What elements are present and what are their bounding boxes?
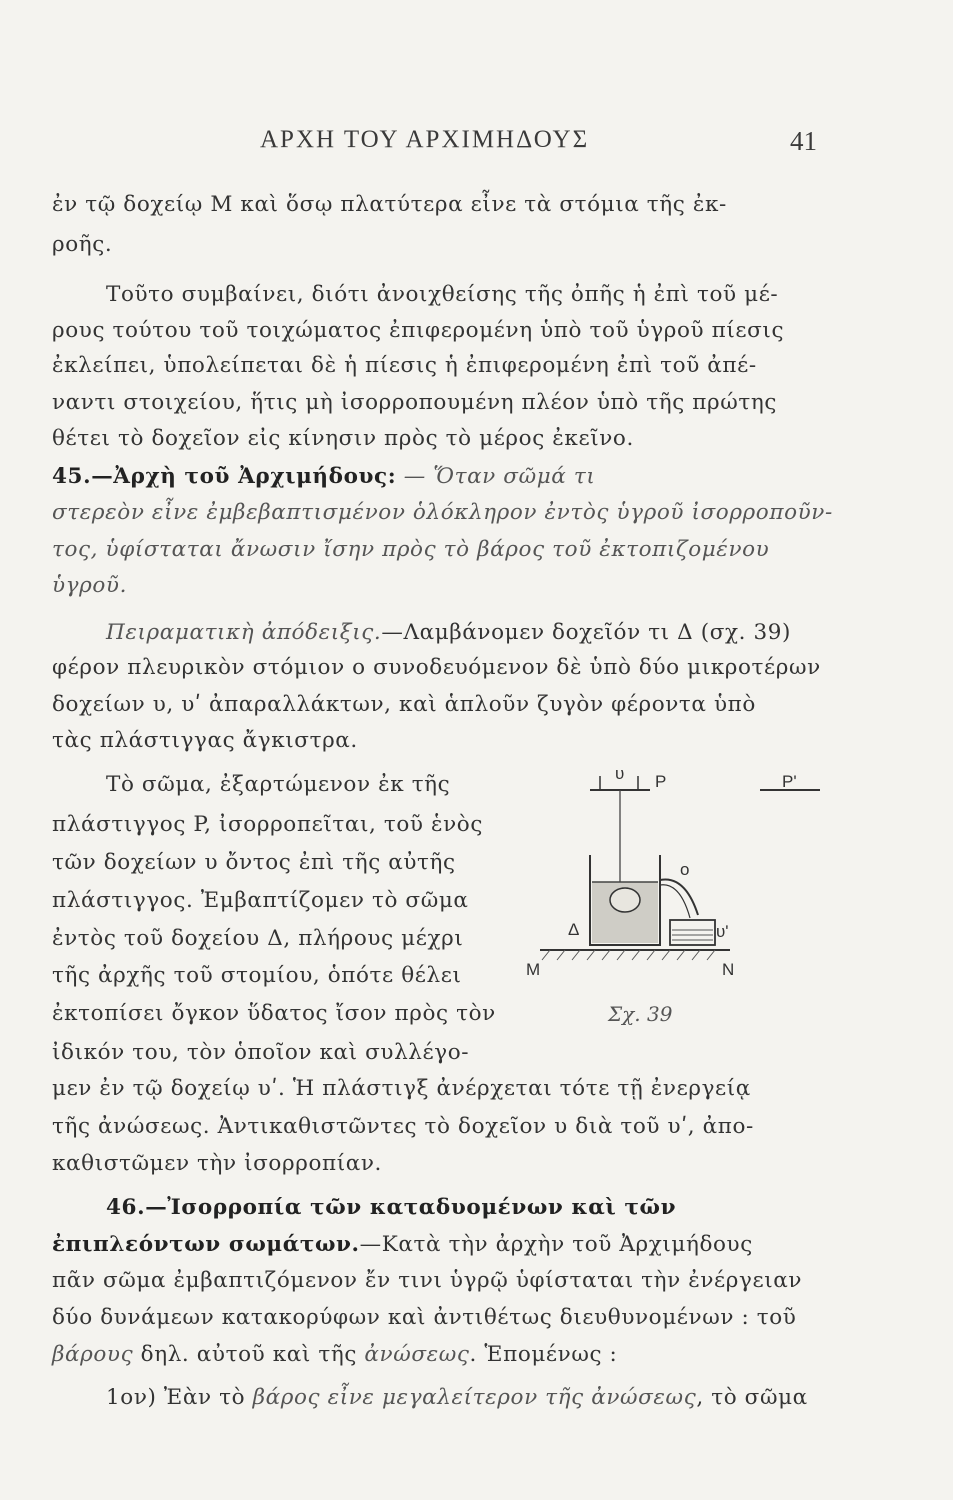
text-line-15: τὰς πλάστιγγας ἄγκιστρα. <box>52 728 358 753</box>
label-M: M <box>526 960 541 979</box>
word-varous: βάρους <box>52 1342 134 1367</box>
text-line-14: δοχείων υ, υʹ ἀπαραλλάκτων, καὶ ἁπλοῦν ζυγὸν φέροντα ὑπὸ <box>52 692 756 717</box>
text-line-31-mid: δηλ. αὐτοῦ καὶ τῆς <box>133 1342 365 1367</box>
text-line-18: τῶν δοχείων υ ὄντος ἐπὶ τῆς αὐτῆς <box>52 850 456 875</box>
text-line-24: μεν ἐν τῷ δοχείῳ υʹ. Ἡ πλάστιγξ ἀνέρχεται τότε τῇ ἐνεργείᾳ <box>52 1076 751 1101</box>
text-line-5: ἐκλείπει, ὑπολείπεται δὲ ἡ πίεσις ἡ ἐπιφερομένη ἐπὶ τοῦ ἀπέ- <box>52 353 757 378</box>
running-title: ΑΡΧΗ ΤΟΥ ΑΡΧΙΜΗΔΟΥΣ <box>260 126 590 153</box>
text-line-9: στερεὸν εἶνε ἐμβεβαπτισμένον ὁλόκληρον ἐντὸς ὑγροῦ ἰσορροποῦν- <box>52 500 833 525</box>
section-45-statement-start: — Ὅταν σῶμά τι <box>396 464 596 489</box>
text-line-1: ἐν τῷ δοχείῳ Μ καὶ ὅσῳ πλατύτερα εἶνε τὰ στόμια τῆς ἐκ- <box>52 192 727 217</box>
label-N: N <box>722 960 735 979</box>
text-line-19: πλάστιγγος. Ἐμβαπτίζομεν τὸ σῶμα <box>52 888 469 913</box>
section-45-line <box>52 464 595 489</box>
word-anoseos: ἀνώσεως <box>364 1342 470 1367</box>
text-line-7: θέτει τὸ δοχεῖον εἰς κίνησιν πρὸς τὸ μέρος ἐκεῖνο. <box>52 426 634 451</box>
text-line-32-end: , τὸ σῶμα <box>696 1385 808 1410</box>
label-v-prime: υʹ <box>716 922 729 941</box>
page-header <box>0 126 953 166</box>
section-45-heading: 45.—Ἀρχὴ τοῦ Ἀρχιμήδους: <box>52 464 397 489</box>
page-number: 41 <box>790 126 817 156</box>
text-line-21: τῆς ἀρχῆς τοῦ στομίου, ὁπότε θέλει <box>52 963 462 988</box>
text-line-11: ὑγροῦ. <box>52 573 128 598</box>
text-line-32-italic: βάρος εἶνε μεγαλείτερον τῆς ἀνώσεως <box>252 1385 697 1410</box>
text-line-32-start: 1ον) Ἐὰν τὸ <box>106 1385 253 1410</box>
label-P: P <box>655 772 667 791</box>
text-line-12 <box>106 620 791 645</box>
text-line-13: φέρον πλευρικὸν στόμιον ο συνοδευόμενον δὲ ὑπὸ δύο μικροτέρων <box>52 655 821 680</box>
text-line-23: ἰδικόν του, τὸν ὁποῖον καὶ συλλέγο- <box>52 1040 470 1065</box>
label-o: o <box>680 860 690 879</box>
text-line-32 <box>106 1385 808 1410</box>
text-line-4: ρους τούτου τοῦ τοιχώματος ἐπιφερομένη ὑπὸ τοῦ ὑγροῦ πίεσις <box>52 318 785 343</box>
text-line-31 <box>52 1342 617 1367</box>
figure-39 <box>520 760 820 1060</box>
text-line-17: πλάστιγγος P, ἰσορροπεῖται, τοῦ ἑνὸς <box>52 812 483 837</box>
label-P-prime: P' <box>782 772 797 791</box>
label-delta: Δ <box>568 920 580 939</box>
text-line-25: τῆς ἀνώσεως. Ἀντικαθιστῶντες τὸ δοχεῖον υ διὰ τοῦ υʹ, ἀπο- <box>52 1114 754 1139</box>
text-line-10: τος, ὑφίσταται ἄνωσιν ἴσην πρὸς τὸ βάρος τοῦ ἐκτοπιζομένου <box>52 537 770 562</box>
text-line-16: Τὸ σῶμα, ἐξαρτώμενον ἐκ τῆς <box>106 772 451 797</box>
label-v: υ <box>615 764 625 783</box>
text-line-29: πᾶν σῶμα ἐμβαπτιζόμενον ἔν τινι ὑγρῷ ὑφίσταται τὴν ἐνέργειαν <box>52 1268 803 1293</box>
section-46-heading-line-2: ἐπιπλεόντων σωμάτων. <box>52 1232 360 1257</box>
figure-caption: Σχ. 39 <box>608 1002 673 1026</box>
text-line-31-end: . Ἑπομένως : <box>469 1342 618 1367</box>
experiment-heading: Πειραματικὴ ἀπόδειξις. <box>106 620 382 645</box>
text-line-2: ροῆς. <box>52 232 113 257</box>
text-line-20: ἐντὸς τοῦ δοχείου Δ, πλήρους μέχρι <box>52 926 464 951</box>
text-line-12-rest: —Λαμβάνομεν δοχεῖόν τι Δ (σχ. 39) <box>381 620 792 645</box>
text-line-28-rest: —Κατὰ τὴν ἀρχὴν τοῦ Ἀρχιμήδους <box>359 1232 753 1257</box>
section-46-line-2 <box>52 1232 753 1257</box>
text-line-3: Τοῦτο συμβαίνει, διότι ἀνοιχθείσης τῆς ὀπῆς ἡ ἐπὶ τοῦ μέ- <box>106 282 779 307</box>
text-line-22: ἐκτοπίσει ὄγκον ὕδατος ἴσον πρὸς τὸν <box>52 1001 496 1026</box>
text-line-30: δύο δυνάμεων κατακορύφων καὶ ἀντιθέτως διευθυνομένων : τοῦ <box>52 1305 797 1330</box>
section-46-heading-line-1: 46.—Ἰσορροπία τῶν καταδυομένων καὶ τῶν <box>106 1195 677 1220</box>
text-line-26: καθιστῶμεν τὴν ἰσορροπίαν. <box>52 1151 382 1176</box>
text-line-6: ναντι στοιχείου, ἥτις μὴ ἰσορροπουμένη πλέον ὑπὸ τῆς πρώτης <box>52 390 778 415</box>
